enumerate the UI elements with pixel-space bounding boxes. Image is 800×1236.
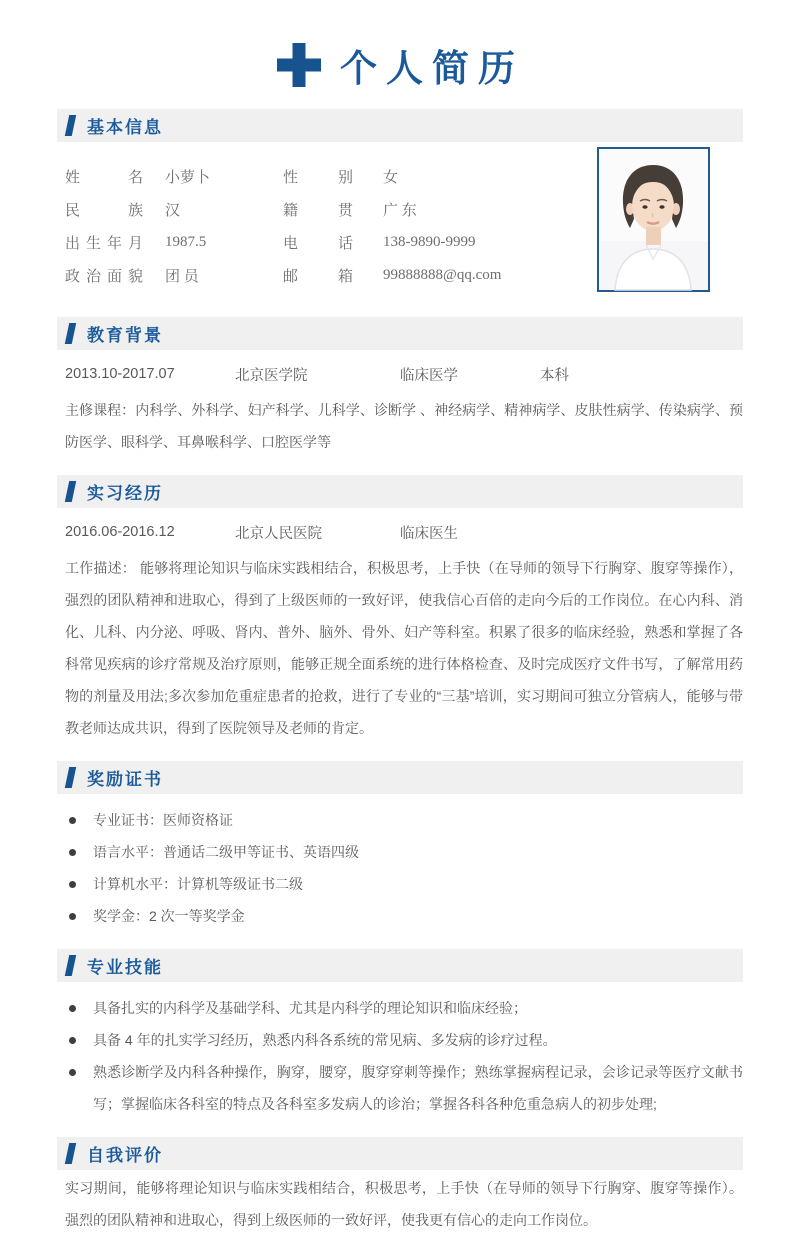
section-marker-icon [65, 115, 76, 136]
award-item-text: 语言水平：普通话二级甲等证书、英语四级 [93, 844, 359, 860]
field-value-phone: 138-9890-9999 [383, 234, 476, 250]
award-item [57, 804, 743, 836]
bullet-icon [69, 817, 76, 824]
section-title-basic-info: 基本信息 [87, 118, 163, 137]
section-marker-icon [65, 767, 76, 788]
award-item [57, 900, 743, 932]
bullet-icon [69, 913, 76, 920]
section-title-awards: 奖励证书 [87, 770, 163, 789]
field-value-political-status: 团 员 [165, 269, 199, 285]
education-school: 北京医学院 [235, 367, 308, 384]
skill-item-text: 具备 4 年的扎实学习经历，熟悉内科各系统的常见病、多发病的诊疗过程。 [93, 1032, 557, 1048]
field-label-birth-date: 出生年月 [65, 236, 143, 252]
bullet-icon [69, 849, 76, 856]
award-item-text: 专业证书：医师资格证 [93, 812, 233, 828]
internship-organization: 北京人民医院 [235, 525, 322, 542]
award-item-text: 奖学金：2 次一等奖学金 [93, 908, 245, 924]
bullet-icon [69, 881, 76, 888]
awards-list [57, 804, 743, 932]
section-title-skills: 专业技能 [87, 958, 163, 977]
section-header-basic-info [57, 109, 743, 142]
internship-description: 工作描述： 能够将理论知识与临床实践相结合，积极思考，上手快（在导师的领导下行胸穿、腹穿等操作），强烈的团队精神和进取心，得到了上级医师的一致好评，使我信心百倍的走向今后的工作岗位。在心内科、消化、儿科、内分泌、呼吸、肾内、普外、脑外、骨外、妇产等科室。积累了很多的临床经验，熟悉和掌握了各科常见疾病的诊疗常规及治疗原则，能够正规全面系统的进行体格检查、及时完成医疗文件书写，了解常用药物的剂量及用法;多次参加危重症患者的抢救，进行了专业的“三基”培训，实习期间可独立分管病人，能够与带教老师达成共识，得到了医院领导及老师的肯定。 [65, 560, 743, 736]
section-marker-icon [65, 481, 76, 502]
field-label-political-status: 政治面貌 [65, 269, 143, 285]
field-value-birth-date: 1987.5 [165, 234, 207, 250]
bullet-icon [69, 1005, 76, 1012]
section-title-self-evaluation: 自我评价 [87, 1146, 163, 1165]
resume-header [0, 0, 800, 92]
internship-period: 2016.06-2016.12 [65, 524, 175, 540]
skill-item [57, 992, 743, 1024]
basic-info-section [57, 142, 743, 300]
field-label-ethnicity: 民族 [65, 203, 143, 219]
section-header-education [57, 317, 743, 350]
section-marker-icon [65, 323, 76, 344]
field-label-name: 姓名 [65, 170, 143, 186]
bullet-icon [69, 1069, 76, 1076]
field-value-gender: 女 [383, 170, 399, 186]
plus-icon [276, 42, 322, 88]
profile-photo [597, 147, 710, 292]
education-courses: 主修课程：内科学、外科学、妇产科学、儿科学、诊断学 、神经病学、精神病学、皮肤性病学、传染病学、预防医学、眼科学、耳鼻喉科学、口腔医学等 [65, 402, 743, 450]
section-header-skills [57, 949, 743, 982]
section-header-internship [57, 475, 743, 508]
education-degree: 本科 [540, 367, 569, 384]
field-value-native-place: 广 东 [383, 203, 417, 219]
section-marker-icon [65, 955, 76, 976]
education-row [57, 356, 743, 392]
field-value-email: 99888888@qq.com [383, 267, 502, 283]
field-label-email: 邮箱 [283, 269, 353, 285]
skill-item-text: 熟悉诊断学及内科各种操作，胸穿，腰穿，腹穿穿刺等操作；熟练掌握病程记录，会诊记录等医疗文献书写；掌握临床各科室的特点及各科室多发病人的诊治；掌握各科各种危重急病人的初步处理; [93, 1064, 743, 1112]
skills-list [57, 992, 743, 1120]
award-item-text: 计算机水平：计算机等级证书二级 [93, 876, 303, 892]
field-value-ethnicity: 汉 [165, 203, 181, 219]
field-label-native-place: 籍贯 [283, 203, 353, 219]
self-evaluation-text: 实习期间，能够将理论知识与临床实践相结合，积极思考，上手快（在导师的领导下行胸穿、腹穿等操作）。强烈的团队精神和进取心，得到上级医师的一致好评，使我更有信心的走向工作岗位。 [65, 1180, 743, 1228]
section-title-internship: 实习经历 [87, 484, 163, 503]
skill-item [57, 1056, 743, 1120]
field-label-phone: 电话 [283, 236, 353, 252]
internship-role: 临床医生 [400, 525, 458, 542]
field-label-gender: 性别 [283, 170, 353, 186]
award-item [57, 836, 743, 868]
section-marker-icon [65, 1143, 76, 1164]
section-header-awards [57, 761, 743, 794]
education-period: 2013.10-2017.07 [65, 366, 175, 382]
page-title: 个人简历 [340, 49, 524, 90]
education-major: 临床医学 [400, 367, 458, 384]
bullet-icon [69, 1037, 76, 1044]
field-value-name: 小萝卜 [165, 170, 211, 186]
skill-item [57, 1024, 743, 1056]
resume-content [0, 109, 800, 1236]
skill-item-text: 具备扎实的内科学及基础学科、尤其是内科学的理论知识和临床经验； [93, 1000, 527, 1016]
section-header-self-evaluation [57, 1137, 743, 1170]
section-title-education: 教育背景 [87, 326, 163, 345]
internship-row [57, 514, 743, 550]
award-item [57, 868, 743, 900]
